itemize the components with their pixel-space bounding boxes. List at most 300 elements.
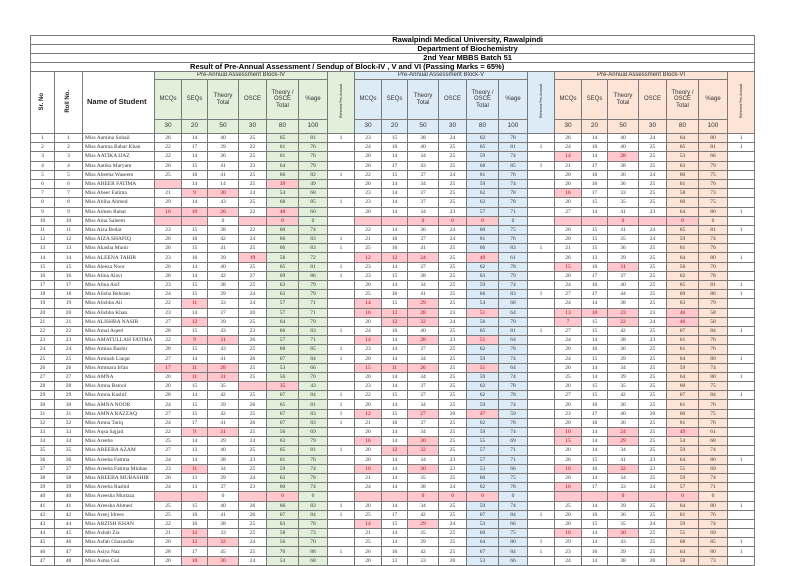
score-b6-osce: 25: [639, 299, 667, 308]
roll-no-cell: 8: [55, 198, 83, 207]
student-name-cell: Miss ARZISH KHAN: [83, 519, 155, 528]
score-b4-seqs: 10: [182, 207, 208, 216]
student-name-cell: Miss Areesha Murtaza: [83, 492, 155, 501]
col-header-b6-1: SEQs: [582, 80, 608, 120]
student-row: [31, 345, 755, 354]
score-b6-mcqs: 20: [555, 198, 582, 207]
score-b5--age: 70: [499, 317, 528, 326]
score-b4--age: 79: [299, 290, 328, 299]
score-b4-seqs: 15: [182, 501, 208, 510]
score-b6-osce: 25: [639, 547, 667, 556]
roll-no-cell: 23: [55, 336, 83, 345]
col-header-b6-3: OSCE: [639, 80, 667, 120]
student-name-cell: Miss Amna Batool: [83, 382, 155, 391]
score-b6-theory-total: 35: [608, 519, 639, 528]
score-b6-mcqs: 21: [555, 244, 582, 253]
score-b5-seqs: 14: [382, 225, 408, 234]
result-title: Result of Pre-Annual Assessment / Sendup of Block-IV , V and VI (Passing Marks = 65%): [31, 63, 755, 72]
score-b6--age: 76: [699, 510, 728, 519]
score-b6-theory-osce-total: 60: [667, 382, 699, 391]
sr-no-cell: 44: [31, 529, 55, 538]
score-b6-theory-total: 37: [608, 271, 639, 280]
score-b4--age: 72: [299, 253, 328, 262]
referred-b5-cell: [528, 134, 555, 143]
score-b4-seqs: 9: [182, 428, 208, 437]
score-b6-theory-total: 39: [608, 253, 639, 262]
score-b5--age: 74: [499, 372, 528, 381]
department-title: Department of Biochemistry: [31, 45, 755, 54]
score-b6--age: 81: [699, 281, 728, 290]
score-b5--age: 71: [499, 207, 528, 216]
score-b6--age: 76: [699, 244, 728, 253]
score-b6-theory-total: 34: [608, 363, 639, 372]
score-b6-mcqs: [555, 216, 582, 225]
score-b6-theory-total: 33: [608, 189, 639, 198]
referred-b5-cell: [528, 207, 555, 216]
roll-no-cell: 11: [55, 225, 83, 234]
score-b5-osce: 23: [439, 464, 467, 473]
score-b4-theory-total: 39: [208, 143, 239, 152]
referred-b6-cell: [728, 428, 755, 437]
max-marks-b5-5: 100: [499, 120, 528, 134]
score-b5--age: 78: [499, 391, 528, 400]
student-row: [31, 547, 755, 556]
score-b6-theory-osce-total: 68: [667, 538, 699, 547]
score-b4-theory-total: 38: [208, 455, 239, 464]
score-b4-theory-osce-total: 64: [267, 317, 299, 326]
score-b5-theory-osce-total: 49: [467, 253, 499, 262]
score-b5-seqs: 12: [382, 317, 408, 326]
col-header-b5-3: OSCE: [439, 80, 467, 120]
score-b4--age: 83: [299, 418, 328, 427]
score-b6-osce: 25: [639, 538, 667, 547]
score-b6-theory-total: 42: [608, 326, 639, 335]
score-b5-theory-osce-total: 53: [467, 464, 499, 473]
score-b6-mcqs: 29: [555, 538, 582, 547]
score-b4-seqs: 13: [182, 446, 208, 455]
score-b5-osce: 24: [439, 317, 467, 326]
score-b4-mcqs: 22: [155, 519, 182, 528]
score-b4--age: 0: [299, 492, 328, 501]
score-b4-theory-total: 30: [208, 556, 239, 565]
score-b5-theory-osce-total: 66: [467, 244, 499, 253]
roll-no-cell: 40: [55, 492, 83, 501]
score-b5-osce: 25: [439, 382, 467, 391]
score-b4-mcqs: 29: [155, 198, 182, 207]
score-b4-theory-osce-total: 58: [267, 529, 299, 538]
score-b6--age: 61: [699, 428, 728, 437]
score-b6-seqs: 15: [582, 354, 608, 363]
score-b6-mcqs: 27: [555, 326, 582, 335]
score-b5-theory-osce-total: 56: [467, 317, 499, 326]
referred-b6-cell: [728, 308, 755, 317]
referred-b5-cell: 1: [528, 244, 555, 253]
student-row: [31, 134, 755, 143]
score-b5-mcqs: 14: [355, 299, 382, 308]
roll-no-cell: 39: [55, 483, 83, 492]
referred-b4-cell: [328, 363, 355, 372]
score-b5-mcqs: 20: [355, 207, 382, 216]
score-b6-mcqs: 16: [555, 529, 582, 538]
score-b4-osce: 26: [239, 400, 267, 409]
score-b4-mcqs: 28: [155, 326, 182, 335]
score-b4-mcqs: 22: [155, 299, 182, 308]
score-b6-osce: 25: [639, 428, 667, 437]
score-b6--age: 76: [699, 400, 728, 409]
roll-no-cell: 44: [55, 519, 83, 528]
score-b6--age: 68: [699, 437, 728, 446]
score-b6-theory-osce-total: 62: [667, 271, 699, 280]
referred-b4-cell: [328, 473, 355, 482]
score-b4-theory-total: 33: [208, 529, 239, 538]
score-b4--age: 70: [299, 538, 328, 547]
sr-no-cell: 18: [31, 290, 55, 299]
score-b5-osce: 25: [439, 538, 467, 547]
score-b6-seqs: 16: [582, 547, 608, 556]
score-b4-osce: 22: [239, 143, 267, 152]
score-b4-theory-osce-total: 56: [267, 428, 299, 437]
score-b6-mcqs: 24: [555, 556, 582, 565]
score-b6-seqs: 15: [582, 235, 608, 244]
max-marks-b6-0: 30: [555, 120, 582, 134]
score-b5-seqs: 15: [382, 519, 408, 528]
score-b6-mcqs: 24: [555, 143, 582, 152]
score-b4-mcqs: 20: [155, 372, 182, 381]
score-b5-mcqs: 14: [355, 336, 382, 345]
score-b6--age: 80: [699, 372, 728, 381]
score-b4-osce: 25: [239, 428, 267, 437]
score-b6-seqs: 15: [582, 326, 608, 335]
referred-b5-cell: [528, 428, 555, 437]
score-b4--age: 83: [299, 235, 328, 244]
score-b4-theory-total: 45: [208, 547, 239, 556]
referred-b6-cell: 1: [728, 143, 755, 152]
score-b6-mcqs: 15: [555, 262, 582, 271]
score-b6-seqs: 14: [582, 529, 608, 538]
score-b6-theory-osce-total: 57: [667, 483, 699, 492]
score-b6--age: 73: [699, 556, 728, 565]
block6-header: Pre-Annual Assessment Block-VI: [555, 72, 728, 80]
score-b6-theory-osce-total: 64: [667, 547, 699, 556]
referred-b4-cell: [328, 492, 355, 501]
score-b4-seqs: 9: [182, 189, 208, 198]
score-b6-mcqs: [555, 492, 582, 501]
score-b4-osce: 24: [239, 189, 267, 198]
score-b4-theory-total: 43: [208, 345, 239, 354]
score-b6-seqs: 17: [582, 483, 608, 492]
score-b4-theory-total: 41: [208, 244, 239, 253]
student-row: [31, 501, 755, 510]
score-b6-seqs: 14: [582, 428, 608, 437]
student-name-cell: Miss ALISHBA NASIR: [83, 317, 155, 326]
score-b4-seqs: 12: [182, 538, 208, 547]
score-b5-theory-total: 32: [408, 317, 439, 326]
student-name-cell: Miss Asfah Ghazanfar: [83, 538, 155, 547]
score-b4-theory-total: 41: [208, 510, 239, 519]
score-b5-theory-total: 37: [408, 262, 439, 271]
score-b5--age: 83: [499, 244, 528, 253]
score-b6-theory-osce-total: 59: [667, 363, 699, 372]
score-b5-mcqs: 14: [355, 519, 382, 528]
sr-no-cell: 33: [31, 428, 55, 437]
referred-b6-cell: 1: [728, 225, 755, 234]
score-b4-mcqs: 27: [155, 354, 182, 363]
score-b5--age: 78: [499, 262, 528, 271]
max-marks-b5-0: 30: [355, 120, 382, 134]
score-b6-theory-total: 35: [608, 235, 639, 244]
sr-no-cell: 23: [31, 336, 55, 345]
referred-b5-cell: [528, 216, 555, 225]
sr-no-cell: 3: [31, 152, 55, 161]
score-b5-theory-osce-total: 54: [467, 299, 499, 308]
score-b4-mcqs: 20: [155, 382, 182, 391]
score-b5-theory-osce-total: 67: [467, 510, 499, 519]
referred-b6-cell: [728, 179, 755, 188]
student-row: [31, 464, 755, 473]
referred-b4-cell: [328, 308, 355, 317]
score-b4-mcqs: 26: [155, 161, 182, 170]
score-b4-mcqs: 23: [155, 281, 182, 290]
score-b5-osce: 25: [439, 281, 467, 290]
score-b4-mcqs: 25: [155, 437, 182, 446]
score-b5-theory-total: 39: [408, 538, 439, 547]
referred-b5-cell: [528, 400, 555, 409]
referred-b6-cell: 1: [728, 547, 755, 556]
score-b5-osce: 25: [439, 473, 467, 482]
referred-b6-cell: [728, 473, 755, 482]
roll-no-cell: 29: [55, 391, 83, 400]
score-b6-theory-total: 36: [608, 510, 639, 519]
score-b5--age: 64: [499, 308, 528, 317]
score-b4-mcqs: 16: [155, 207, 182, 216]
score-b4-theory-osce-total: 66: [267, 501, 299, 510]
score-b6-theory-total: 41: [608, 207, 639, 216]
score-b6-theory-osce-total: 60: [667, 409, 699, 418]
student-row: [31, 529, 755, 538]
score-b6--age: 78: [699, 271, 728, 280]
roll-no-cell: 16: [55, 271, 83, 280]
score-b4-theory-osce-total: 68: [267, 198, 299, 207]
university-title: Rawalpindi Medical University, Rawalpindi: [31, 36, 755, 45]
score-b5-seqs: 14: [382, 354, 408, 363]
referred-b6-cell: [728, 271, 755, 280]
score-b4-seqs: 15: [182, 281, 208, 290]
score-b5--age: 74: [499, 179, 528, 188]
score-b6-mcqs: 16: [555, 464, 582, 473]
score-b6-theory-osce-total: 67: [667, 326, 699, 335]
score-b4-mcqs: 26: [155, 473, 182, 482]
score-b4-seqs: 15: [182, 382, 208, 391]
score-b4-mcqs: 22: [155, 428, 182, 437]
referred-b5-cell: [528, 363, 555, 372]
col-header-b4-1: SEQs: [182, 80, 208, 120]
score-b6--age: 80: [699, 501, 728, 510]
score-b4--age: 0: [299, 216, 328, 225]
score-b4-theory-total: 39: [208, 253, 239, 262]
score-b5-theory-total: 34: [408, 372, 439, 381]
score-b6-theory-osce-total: 61: [667, 179, 699, 188]
sr-no-cell: 11: [31, 225, 55, 234]
score-b5-seqs: 16: [382, 547, 408, 556]
score-b5-theory-osce-total: 57: [467, 455, 499, 464]
referred-b6-cell: [728, 345, 755, 354]
student-name-cell: Miss Abiha Ahmed: [83, 198, 155, 207]
score-b6-seqs: 16: [582, 464, 608, 473]
score-b4-mcqs: 17: [155, 363, 182, 372]
score-b6--age: 75: [699, 198, 728, 207]
score-b6-theory-total: 39: [608, 547, 639, 556]
score-b6-seqs: 14: [582, 556, 608, 565]
score-b5-mcqs: 25: [355, 538, 382, 547]
score-b5-theory-total: 37: [408, 345, 439, 354]
student-row: [31, 336, 755, 345]
score-b4-mcqs: 27: [155, 446, 182, 455]
score-b6-mcqs: 23: [555, 547, 582, 556]
score-b5-mcqs: 22: [355, 170, 382, 179]
score-b4-seqs: 14: [182, 354, 208, 363]
referred-b4-cell: 1: [328, 262, 355, 271]
score-b4-theory-total: 38: [208, 225, 239, 234]
referred-b4-cell: [328, 437, 355, 446]
roll-no-cell: 41: [55, 501, 83, 510]
score-b5-seqs: 16: [382, 326, 408, 335]
score-b6-seqs: 17: [582, 271, 608, 280]
score-b4-seqs: 14: [182, 308, 208, 317]
score-b5-osce: 20: [439, 409, 467, 418]
score-b4-osce: 25: [239, 198, 267, 207]
student-name-cell: Miss Aamina Sohail: [83, 134, 155, 143]
score-b6--age: 73: [699, 189, 728, 198]
score-b5-mcqs: 25: [355, 290, 382, 299]
roll-no-cell: 35: [55, 446, 83, 455]
score-b4-theory-total: 43: [208, 326, 239, 335]
score-b4-osce: 23: [239, 455, 267, 464]
score-b5-theory-osce-total: 62: [467, 345, 499, 354]
score-b6-mcqs: 24: [555, 354, 582, 363]
score-b6--age: 58: [699, 308, 728, 317]
score-b5-seqs: 16: [382, 235, 408, 244]
score-b5-seqs: 12: [382, 253, 408, 262]
sr-no-cell: 29: [31, 391, 55, 400]
score-b6-osce: 24: [639, 519, 667, 528]
score-b6-seqs: 15: [582, 391, 608, 400]
student-name-cell: Miss Aimen Rahat: [83, 207, 155, 216]
score-b6-theory-total: 31: [608, 262, 639, 271]
referred-b6-cell: [728, 529, 755, 538]
score-b6-theory-osce-total: 64: [667, 501, 699, 510]
sr-no-cell: 40: [31, 492, 55, 501]
score-b6-mcqs: 20: [555, 510, 582, 519]
score-b6-theory-total: 38: [608, 299, 639, 308]
score-b5-osce: 24: [439, 134, 467, 143]
score-b6-seqs: 16: [582, 400, 608, 409]
score-b4--age: 79: [299, 281, 328, 290]
score-b4-osce: 25: [239, 152, 267, 161]
sr-no-cell: 13: [31, 244, 55, 253]
score-b5-theory-total: 34: [408, 354, 439, 363]
score-b5-theory-osce-total: 60: [467, 529, 499, 538]
score-b4-mcqs: 23: [155, 225, 182, 234]
roll-no-cell: 31: [55, 409, 83, 418]
score-b4-seqs: 14: [182, 198, 208, 207]
score-b6-seqs: 14: [582, 501, 608, 510]
roll-no-cell: 14: [55, 253, 83, 262]
referred-b6-cell: [728, 170, 755, 179]
score-b6-theory-total: 34: [608, 473, 639, 482]
score-b6-seqs: 14: [582, 538, 608, 547]
score-b5-theory-total: 26: [408, 363, 439, 372]
score-b6--age: 85: [699, 538, 728, 547]
sr-no-cell: 41: [31, 501, 55, 510]
student-name-cell: Miss ALEENA TAHIR: [83, 253, 155, 262]
referred-b4-header: Referred Pre-Annual: [328, 72, 355, 134]
score-b6-theory-osce-total: 61: [667, 336, 699, 345]
score-b4-mcqs: 24: [155, 483, 182, 492]
referred-b6-cell: [728, 244, 755, 253]
score-b5-seqs: 14: [382, 345, 408, 354]
score-b4-theory-total: 42: [208, 271, 239, 280]
student-name-cell: Miss Aleeza Noor: [83, 262, 155, 271]
score-b6-seqs: 14: [582, 372, 608, 381]
score-b6--age: 80: [699, 547, 728, 556]
sr-no-cell: 14: [31, 253, 55, 262]
score-b5-osce: 25: [439, 290, 467, 299]
score-b4-mcqs: 25: [155, 170, 182, 179]
referred-b5-cell: [528, 529, 555, 538]
referred-b6-cell: [728, 418, 755, 427]
referred-b4-cell: 1: [328, 501, 355, 510]
score-b4-theory-osce-total: 67: [267, 409, 299, 418]
score-b5--age: 74: [499, 400, 528, 409]
score-b6-osce: 25: [639, 290, 667, 299]
max-marks-b5-3: 30: [439, 120, 467, 134]
score-b5-osce: 25: [439, 529, 467, 538]
roll-no-header: Roll No.: [55, 72, 83, 134]
referred-b6-cell: [728, 483, 755, 492]
score-b5-theory-osce-total: 55: [467, 437, 499, 446]
student-name-cell: Miss Alishba Ali: [83, 299, 155, 308]
score-b4-osce: 25: [239, 446, 267, 455]
score-b5-theory-total: 35: [408, 529, 439, 538]
score-b6-theory-total: 40: [608, 281, 639, 290]
score-b5-mcqs: 23: [355, 345, 382, 354]
score-b5-mcqs: 23: [355, 134, 382, 143]
score-b5-theory-osce-total: 61: [467, 170, 499, 179]
referred-b4-cell: [328, 161, 355, 170]
score-b5--age: 84: [499, 510, 528, 519]
score-b5-osce: 0: [439, 216, 467, 225]
score-b5-seqs: 14: [382, 455, 408, 464]
roll-no-cell: 7: [55, 189, 83, 198]
score-b4-osce: 25: [239, 179, 267, 188]
score-b4-seqs: 15: [182, 290, 208, 299]
col-header-b5-1: SEQs: [382, 80, 408, 120]
score-b4-osce: [239, 382, 267, 391]
referred-b5-cell: [528, 354, 555, 363]
referred-b6-cell: [728, 336, 755, 345]
score-b5-theory-total: 41: [408, 244, 439, 253]
max-marks-b6-4: 80: [667, 120, 699, 134]
score-b5--age: 75: [499, 225, 528, 234]
score-b6-theory-osce-total: 58: [667, 189, 699, 198]
col-header-b4-3: OSCE: [239, 80, 267, 120]
score-b4-osce: 26: [239, 510, 267, 519]
student-row: [31, 299, 755, 308]
referred-b5-cell: 1: [528, 547, 555, 556]
score-b5-osce: 25: [439, 363, 467, 372]
score-b5-theory-osce-total: 59: [467, 400, 499, 409]
score-b5-theory-total: 37: [408, 382, 439, 391]
